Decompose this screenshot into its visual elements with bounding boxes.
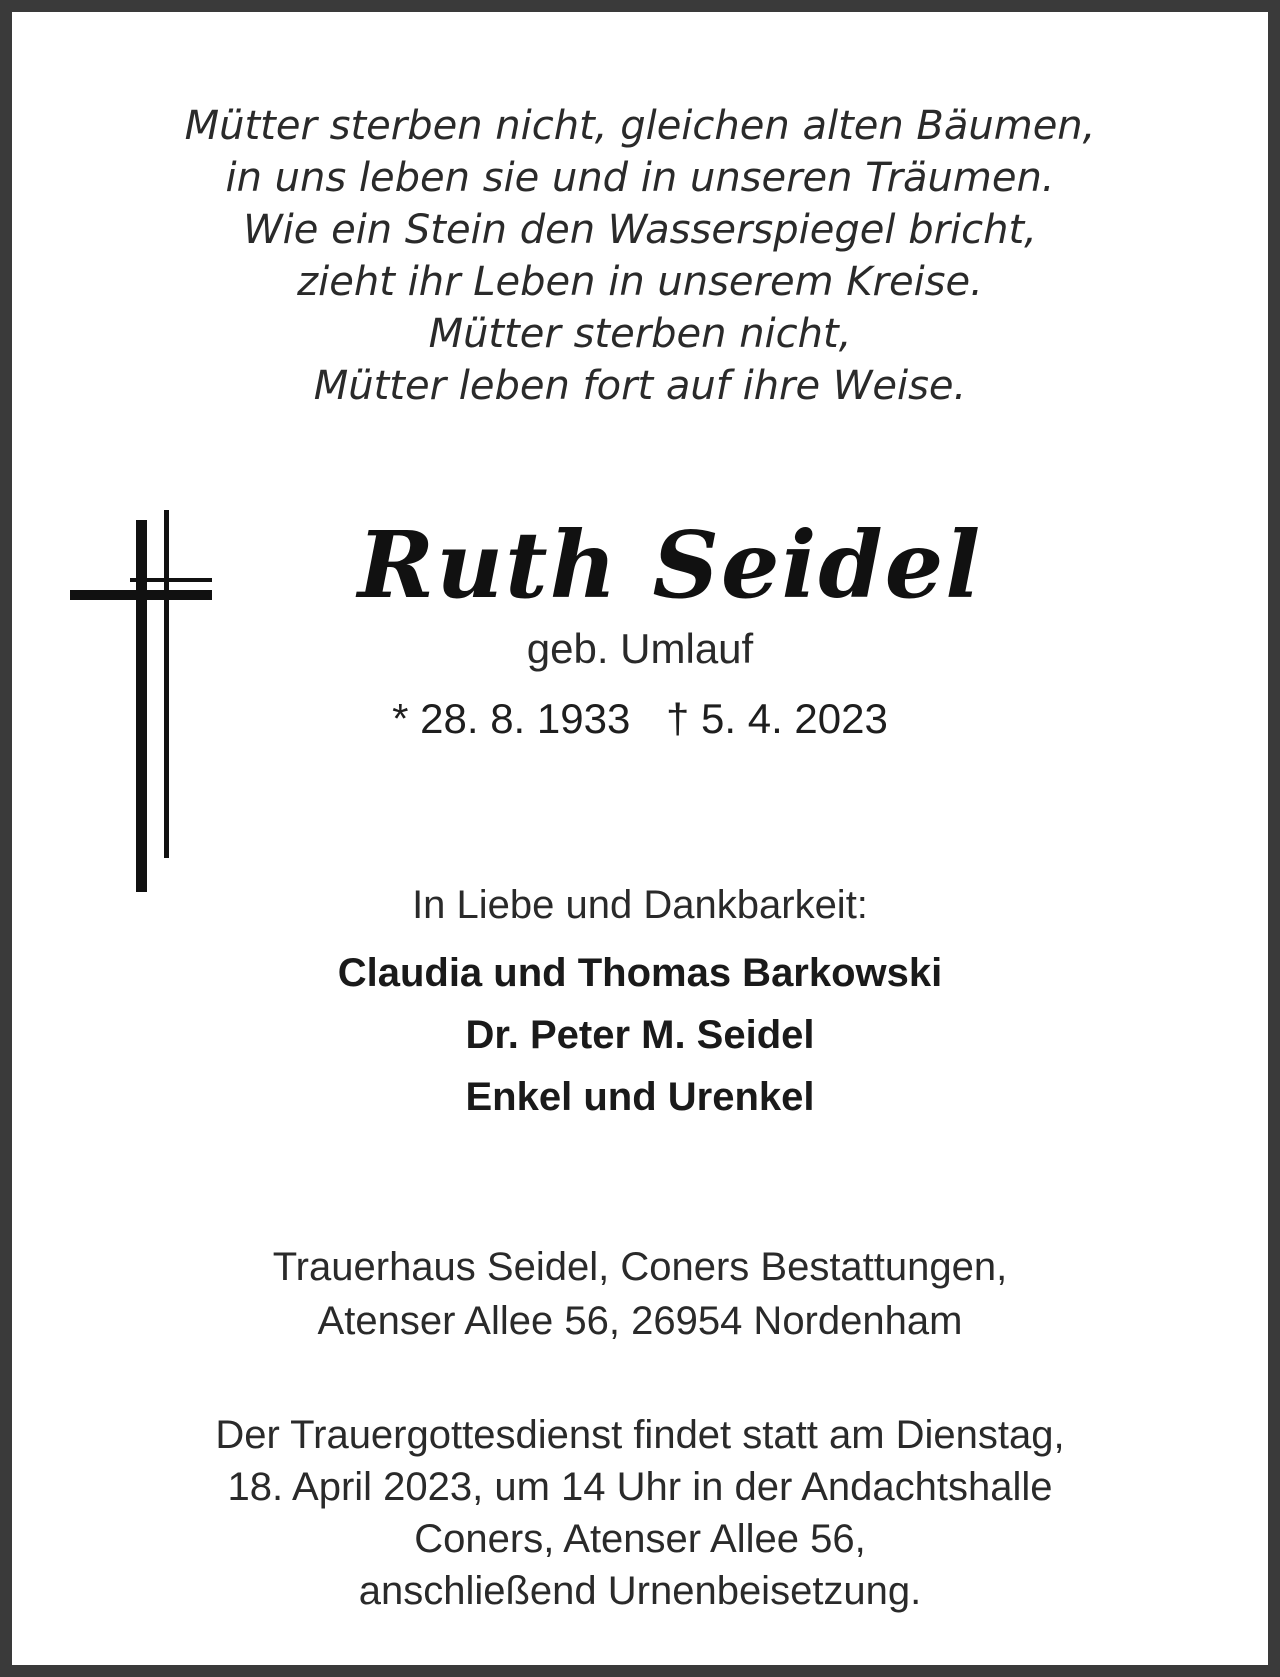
deceased-name: Ruth Seidel	[357, 511, 983, 619]
service-details	[12, 1409, 1268, 1617]
poem-line: zieht ihr Leben in unserem Kreise.	[297, 259, 983, 305]
poem-line: Mütter sterben nicht, gleichen alten Bäumen,	[184, 103, 1096, 149]
life-dates	[12, 694, 1268, 744]
maiden-name: geb. Umlauf	[526, 625, 754, 672]
poem-line: Mütter leben fort auf ihre Weise.	[313, 363, 967, 409]
poem-line: in uns leben sie und in unseren Träumen.	[225, 155, 1055, 201]
mourners-intro: In Liebe und Dankbarkeit:	[412, 883, 868, 927]
service-line: Coners, Atenser Allee 56,	[414, 1517, 866, 1561]
funeral-home	[12, 1240, 1268, 1348]
service-line: anschließend Urnenbeisetzung.	[358, 1569, 922, 1613]
service-line: Der Trauergottesdienst findet statt am Dienstag,	[215, 1413, 1065, 1457]
mourner-name: Enkel und Urenkel	[465, 1075, 815, 1119]
birth-date: * 28. 8. 1933	[392, 695, 631, 742]
funeral-home-line: Atenser Allee 56, 26954 Nordenham	[317, 1299, 963, 1343]
memorial-poem	[12, 100, 1268, 412]
poem-line: Wie ein Stein den Wasserspiegel bricht,	[243, 207, 1037, 253]
funeral-home-line: Trauerhaus Seidel, Coners Bestattungen,	[272, 1245, 1008, 1289]
poem-line: Mütter sterben nicht,	[428, 311, 852, 357]
mourner-name: Claudia und Thomas Barkowski	[337, 951, 943, 995]
death-date: † 5. 4. 2023	[666, 695, 888, 742]
mourner-name: Dr. Peter M. Seidel	[465, 1013, 815, 1057]
service-line: 18. April 2023, um 14 Uhr in der Andachtshalle	[227, 1465, 1053, 1509]
mourners-list	[12, 942, 1268, 1128]
